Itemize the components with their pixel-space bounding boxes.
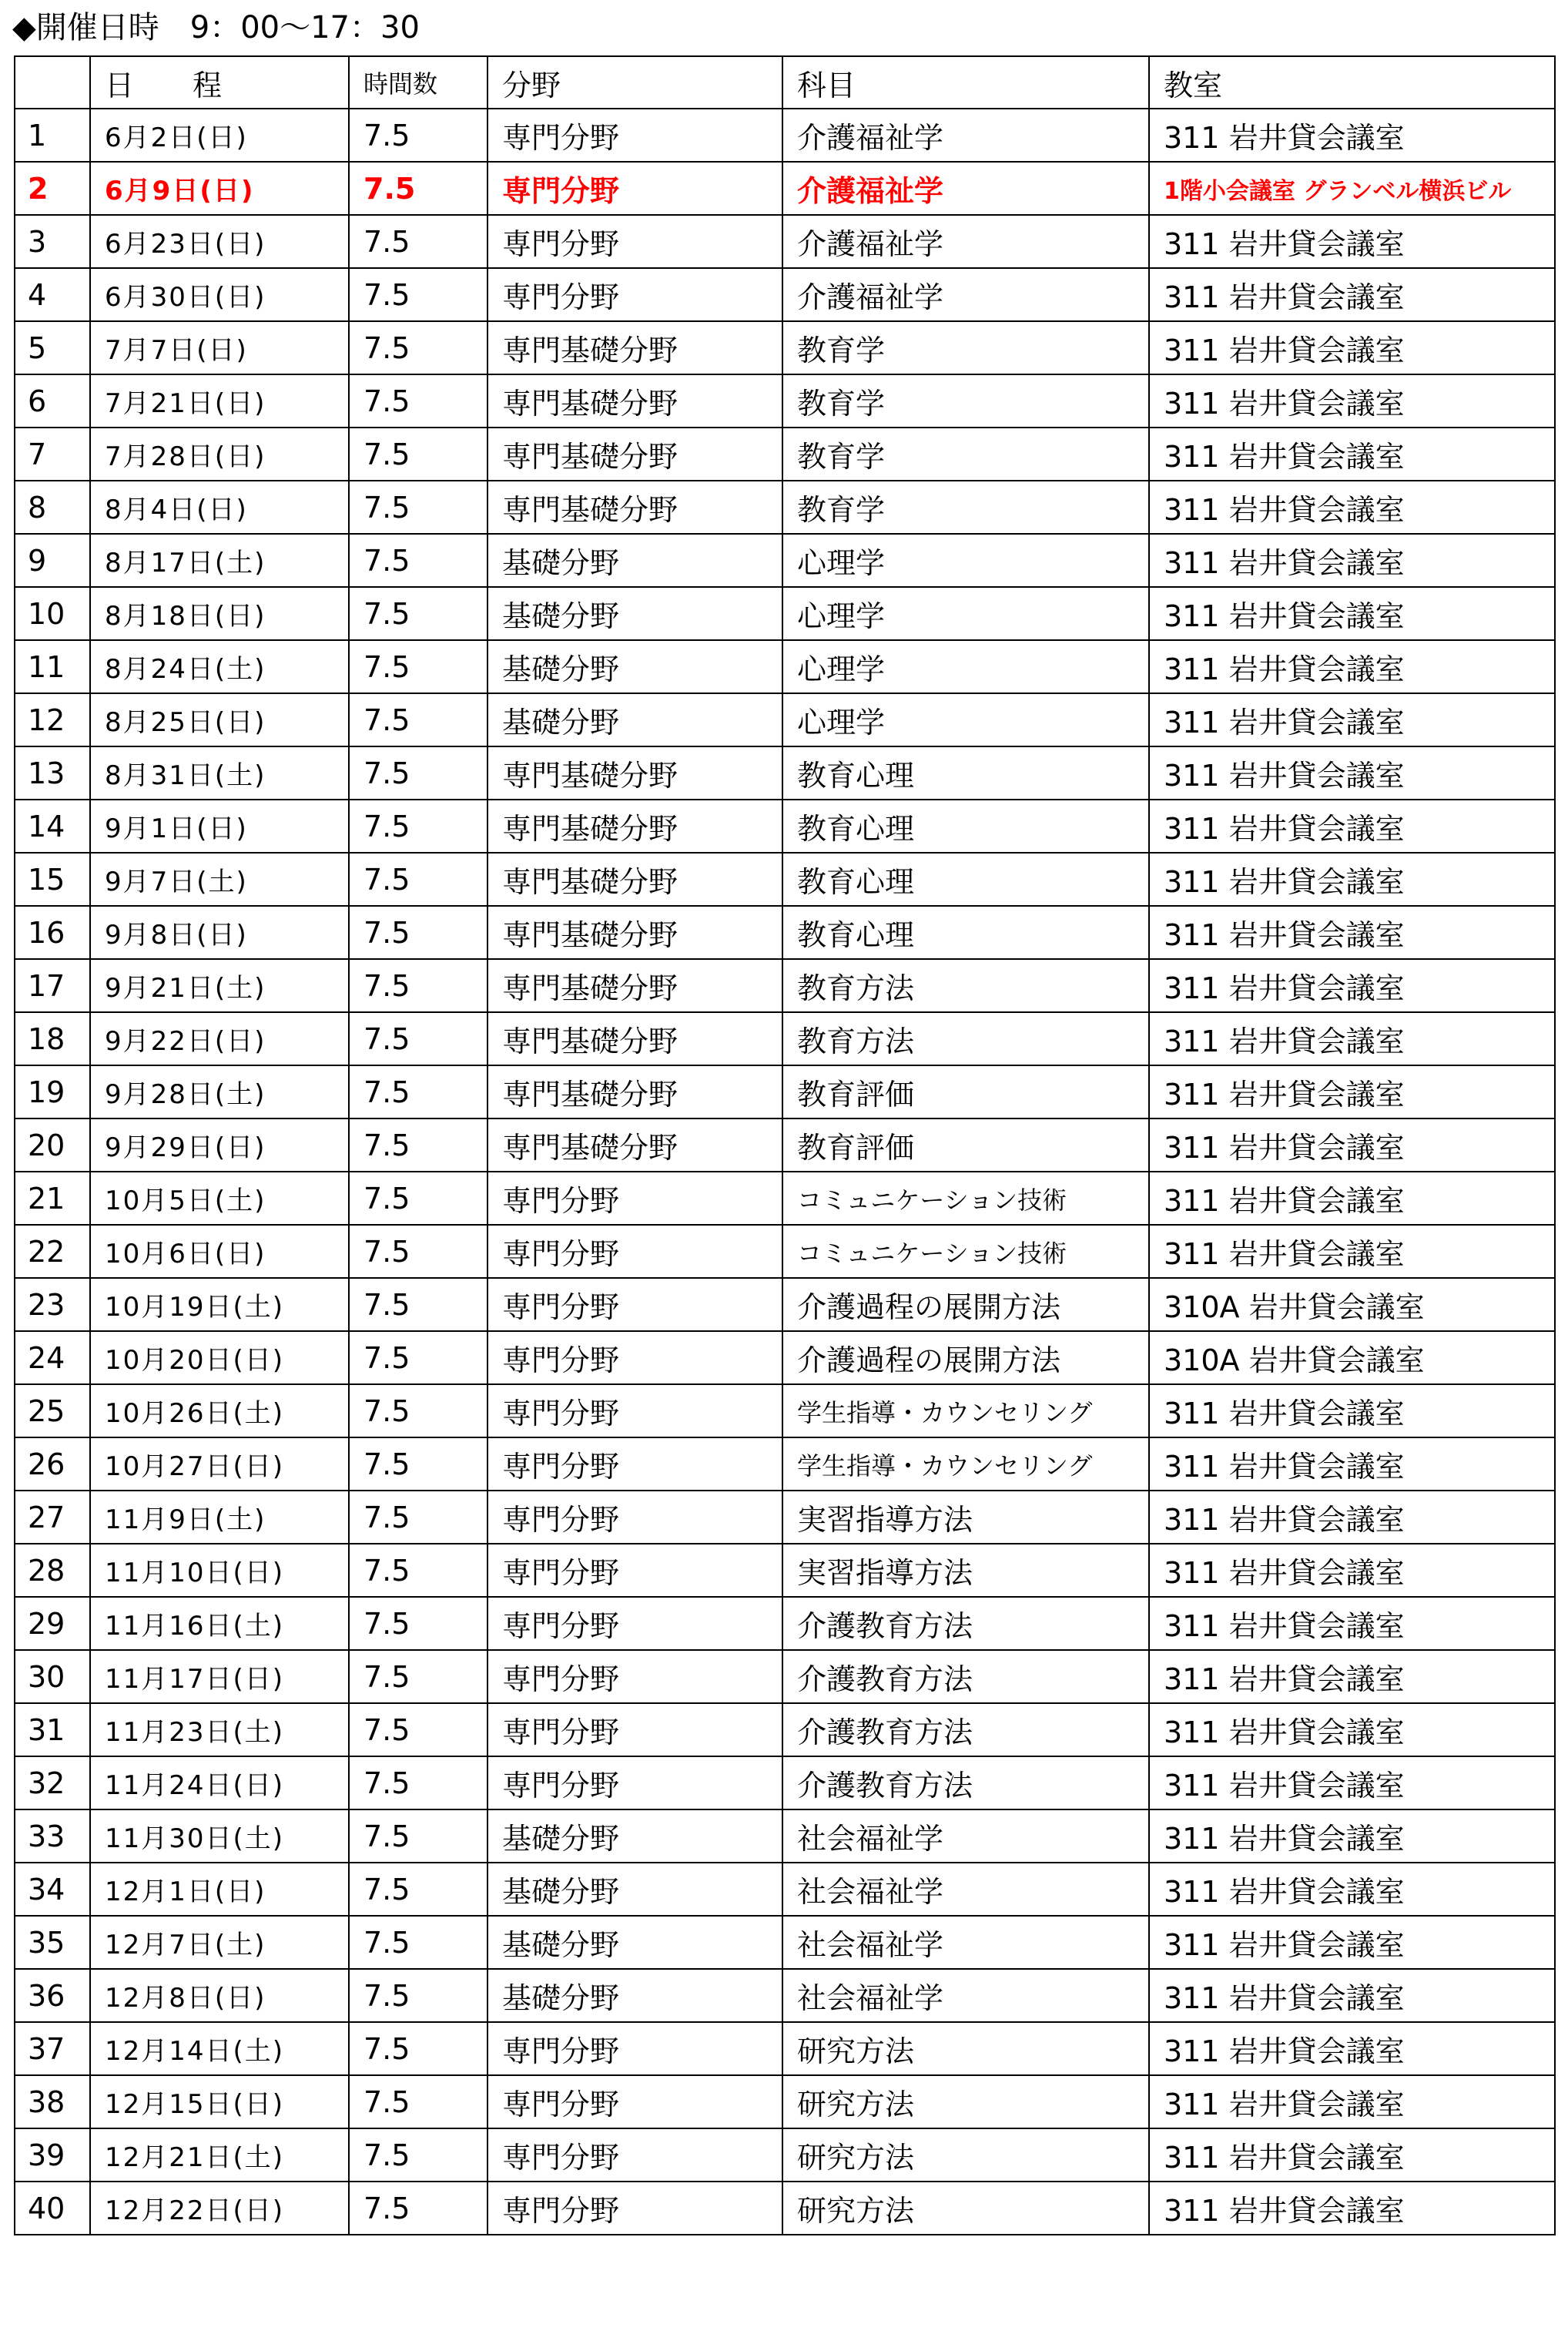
row-date: 8月17日(土) — [90, 534, 349, 587]
table-row — [15, 1916, 1555, 1969]
table-row — [15, 1756, 1555, 1809]
table-row — [15, 1331, 1555, 1384]
row-number: 7 — [15, 428, 90, 481]
row-subject: 介護福祉学 — [782, 162, 1149, 215]
row-field: 基礎分野 — [487, 1809, 782, 1863]
row-room: 311 岩井貸会議室 — [1149, 1012, 1555, 1065]
row-date: 10月27日(日) — [90, 1437, 349, 1491]
table-row — [15, 1118, 1555, 1172]
row-subject: 介護教育方法 — [782, 1703, 1149, 1756]
row-subject: 教育心理 — [782, 746, 1149, 800]
row-date: 12月14日(土) — [90, 2022, 349, 2075]
row-subject: 教育評価 — [782, 1118, 1149, 1172]
row-field: 専門分野 — [487, 215, 782, 268]
header-room: 教室 — [1149, 56, 1555, 109]
row-number: 29 — [15, 1597, 90, 1650]
table-row — [15, 215, 1555, 268]
table-row — [15, 800, 1555, 853]
row-field: 専門分野 — [487, 1172, 782, 1225]
row-number: 24 — [15, 1331, 90, 1384]
table-row — [15, 374, 1555, 428]
row-number: 11 — [15, 640, 90, 693]
row-number: 20 — [15, 1118, 90, 1172]
row-subject: 教育心理 — [782, 800, 1149, 853]
row-hours: 7.5 — [349, 1225, 487, 1278]
row-date: 6月23日(日) — [90, 215, 349, 268]
row-date: 7月21日(日) — [90, 374, 349, 428]
row-hours: 7.5 — [349, 1331, 487, 1384]
table-row — [15, 2182, 1555, 2235]
table-row — [15, 1863, 1555, 1916]
row-room: 310A 岩井貸会議室 — [1149, 1278, 1555, 1331]
row-number: 9 — [15, 534, 90, 587]
row-hours: 7.5 — [349, 800, 487, 853]
table-row — [15, 1437, 1555, 1491]
row-hours: 7.5 — [349, 1969, 487, 2022]
table-row — [15, 746, 1555, 800]
row-number: 17 — [15, 959, 90, 1012]
row-field: 専門分野 — [487, 2022, 782, 2075]
row-hours: 7.5 — [349, 1650, 487, 1703]
row-room: 311 岩井貸会議室 — [1149, 1118, 1555, 1172]
row-subject: 心理学 — [782, 640, 1149, 693]
row-date: 12月21日(土) — [90, 2128, 349, 2182]
row-date: 9月7日(土) — [90, 853, 349, 906]
table-row — [15, 1172, 1555, 1225]
row-field: 専門分野 — [487, 1437, 782, 1491]
row-room: 311 岩井貸会議室 — [1149, 2022, 1555, 2075]
row-room: 311 岩井貸会議室 — [1149, 428, 1555, 481]
table-row — [15, 1491, 1555, 1544]
row-room: 311 岩井貸会議室 — [1149, 959, 1555, 1012]
row-subject: 介護教育方法 — [782, 1756, 1149, 1809]
row-subject: 心理学 — [782, 587, 1149, 640]
table-row — [15, 1703, 1555, 1756]
row-room: 311 岩井貸会議室 — [1149, 534, 1555, 587]
row-hours: 7.5 — [349, 321, 487, 374]
row-room: 311 岩井貸会議室 — [1149, 109, 1555, 162]
table-row — [15, 2075, 1555, 2128]
row-hours: 7.5 — [349, 1597, 487, 1650]
table-row — [15, 1278, 1555, 1331]
row-hours: 7.5 — [349, 109, 487, 162]
row-field: 専門分野 — [487, 1650, 782, 1703]
row-room: 311 岩井貸会議室 — [1149, 1597, 1555, 1650]
row-number: 4 — [15, 268, 90, 321]
row-hours: 7.5 — [349, 1384, 487, 1437]
row-date: 12月1日(日) — [90, 1863, 349, 1916]
table-row — [15, 1544, 1555, 1597]
row-date: 11月23日(土) — [90, 1703, 349, 1756]
row-date: 10月26日(土) — [90, 1384, 349, 1437]
row-room: 311 岩井貸会議室 — [1149, 1491, 1555, 1544]
row-date: 8月18日(日) — [90, 587, 349, 640]
row-field: 専門分野 — [487, 109, 782, 162]
row-date: 11月9日(土) — [90, 1491, 349, 1544]
row-room: 311 岩井貸会議室 — [1149, 1544, 1555, 1597]
row-date: 11月16日(土) — [90, 1597, 349, 1650]
row-subject: 介護教育方法 — [782, 1597, 1149, 1650]
table-row — [15, 587, 1555, 640]
row-field: 専門基礎分野 — [487, 1118, 782, 1172]
row-room: 311 岩井貸会議室 — [1149, 1172, 1555, 1225]
row-hours: 7.5 — [349, 640, 487, 693]
row-date: 8月24日(土) — [90, 640, 349, 693]
row-room: 311 岩井貸会議室 — [1149, 481, 1555, 534]
row-hours: 7.5 — [349, 1437, 487, 1491]
row-field: 専門基礎分野 — [487, 959, 782, 1012]
row-room: 311 岩井貸会議室 — [1149, 800, 1555, 853]
row-date: 12月8日(日) — [90, 1969, 349, 2022]
row-subject: 介護過程の展開方法 — [782, 1331, 1149, 1384]
row-field: 基礎分野 — [487, 1916, 782, 1969]
table-row — [15, 268, 1555, 321]
row-date: 9月1日(日) — [90, 800, 349, 853]
row-hours: 7.5 — [349, 1118, 487, 1172]
table-row — [15, 640, 1555, 693]
row-subject: 教育学 — [782, 374, 1149, 428]
row-date: 8月31日(土) — [90, 746, 349, 800]
row-room: 1階小会議室 グランベル横浜ビル — [1149, 162, 1555, 215]
table-row — [15, 428, 1555, 481]
row-room: 311 岩井貸会議室 — [1149, 1756, 1555, 1809]
row-number: 14 — [15, 800, 90, 853]
row-subject: 学生指導・カウンセリング — [782, 1384, 1149, 1437]
row-subject: 教育評価 — [782, 1065, 1149, 1118]
row-field: 専門分野 — [487, 1384, 782, 1437]
row-number: 5 — [15, 321, 90, 374]
row-date: 11月24日(日) — [90, 1756, 349, 1809]
row-hours: 7.5 — [349, 534, 487, 587]
row-room: 311 岩井貸会議室 — [1149, 906, 1555, 959]
row-date: 11月10日(日) — [90, 1544, 349, 1597]
row-number: 22 — [15, 1225, 90, 1278]
row-date: 10月19日(土) — [90, 1278, 349, 1331]
row-number: 28 — [15, 1544, 90, 1597]
row-room: 311 岩井貸会議室 — [1149, 1650, 1555, 1703]
row-number: 25 — [15, 1384, 90, 1437]
row-room: 311 岩井貸会議室 — [1149, 853, 1555, 906]
row-date: 10月20日(日) — [90, 1331, 349, 1384]
row-room: 311 岩井貸会議室 — [1149, 1065, 1555, 1118]
row-number: 18 — [15, 1012, 90, 1065]
row-subject: 介護過程の展開方法 — [782, 1278, 1149, 1331]
row-hours: 7.5 — [349, 374, 487, 428]
row-number: 37 — [15, 2022, 90, 2075]
row-date: 9月21日(土) — [90, 959, 349, 1012]
row-hours: 7.5 — [349, 428, 487, 481]
row-field: 専門分野 — [487, 1278, 782, 1331]
row-number: 39 — [15, 2128, 90, 2182]
row-hours: 7.5 — [349, 2182, 487, 2235]
schedule-title: ◆開催日時 9：00〜17：30 — [12, 10, 420, 45]
row-room: 311 岩井貸会議室 — [1149, 321, 1555, 374]
row-field: 専門分野 — [487, 1491, 782, 1544]
row-subject: 教育方法 — [782, 1012, 1149, 1065]
row-subject: 介護福祉学 — [782, 215, 1149, 268]
row-hours: 7.5 — [349, 1012, 487, 1065]
row-room: 311 岩井貸会議室 — [1149, 1969, 1555, 2022]
row-number: 33 — [15, 1809, 90, 1863]
table-row — [15, 2022, 1555, 2075]
table-row — [15, 1384, 1555, 1437]
row-number: 34 — [15, 1863, 90, 1916]
row-room: 311 岩井貸会議室 — [1149, 587, 1555, 640]
row-subject: 研究方法 — [782, 2022, 1149, 2075]
row-date: 9月28日(土) — [90, 1065, 349, 1118]
row-room: 311 岩井貸会議室 — [1149, 1809, 1555, 1863]
table-row — [15, 1065, 1555, 1118]
row-room: 311 岩井貸会議室 — [1149, 2075, 1555, 2128]
table-row — [15, 1650, 1555, 1703]
row-hours: 7.5 — [349, 587, 487, 640]
row-date: 9月8日(日) — [90, 906, 349, 959]
row-field: 専門分野 — [487, 2182, 782, 2235]
row-number: 8 — [15, 481, 90, 534]
row-field: 専門分野 — [487, 2128, 782, 2182]
row-number: 23 — [15, 1278, 90, 1331]
row-date: 12月7日(土) — [90, 1916, 349, 1969]
table-row — [15, 321, 1555, 374]
row-hours: 7.5 — [349, 1809, 487, 1863]
row-number: 19 — [15, 1065, 90, 1118]
row-field: 基礎分野 — [487, 587, 782, 640]
row-date: 6月30日(日) — [90, 268, 349, 321]
table-row — [15, 1012, 1555, 1065]
row-date: 10月6日(日) — [90, 1225, 349, 1278]
row-subject: 実習指導方法 — [782, 1491, 1149, 1544]
row-date: 9月22日(日) — [90, 1012, 349, 1065]
row-hours: 7.5 — [349, 746, 487, 800]
row-field: 専門分野 — [487, 1225, 782, 1278]
row-number: 12 — [15, 693, 90, 746]
header-no — [15, 56, 90, 109]
row-hours: 7.5 — [349, 1544, 487, 1597]
row-hours: 7.5 — [349, 1172, 487, 1225]
row-hours: 7.5 — [349, 268, 487, 321]
row-date: 11月17日(日) — [90, 1650, 349, 1703]
row-subject: 実習指導方法 — [782, 1544, 1149, 1597]
table-row — [15, 1597, 1555, 1650]
row-field: 専門分野 — [487, 2075, 782, 2128]
row-date: 6月2日(日) — [90, 109, 349, 162]
row-room: 311 岩井貸会議室 — [1149, 1225, 1555, 1278]
header-date: 日 程 — [90, 56, 349, 109]
row-number: 1 — [15, 109, 90, 162]
row-field: 専門分野 — [487, 1597, 782, 1650]
row-number: 36 — [15, 1969, 90, 2022]
row-hours: 7.5 — [349, 1703, 487, 1756]
row-subject: 研究方法 — [782, 2075, 1149, 2128]
row-hours: 7.5 — [349, 1491, 487, 1544]
row-field: 専門基礎分野 — [487, 428, 782, 481]
row-subject: 教育学 — [782, 321, 1149, 374]
row-subject: 学生指導・カウンセリング — [782, 1437, 1149, 1491]
row-hours: 7.5 — [349, 1065, 487, 1118]
row-number: 16 — [15, 906, 90, 959]
row-field: 専門基礎分野 — [487, 800, 782, 853]
row-subject: 教育心理 — [782, 906, 1149, 959]
row-number: 6 — [15, 374, 90, 428]
table-row — [15, 481, 1555, 534]
row-number: 13 — [15, 746, 90, 800]
row-field: 専門基礎分野 — [487, 906, 782, 959]
row-field: 専門基礎分野 — [487, 481, 782, 534]
row-field: 基礎分野 — [487, 693, 782, 746]
row-room: 311 岩井貸会議室 — [1149, 2128, 1555, 2182]
row-room: 311 岩井貸会議室 — [1149, 746, 1555, 800]
table-row — [15, 853, 1555, 906]
row-number: 40 — [15, 2182, 90, 2235]
row-field: 専門分野 — [487, 1756, 782, 1809]
row-date: 12月22日(日) — [90, 2182, 349, 2235]
row-hours: 7.5 — [349, 853, 487, 906]
table-row — [15, 906, 1555, 959]
row-room: 311 岩井貸会議室 — [1149, 693, 1555, 746]
row-number: 32 — [15, 1756, 90, 1809]
row-subject: コミュニケーション技術 — [782, 1225, 1149, 1278]
row-field: 専門分野 — [487, 268, 782, 321]
header-hours: 時間数 — [349, 56, 487, 109]
row-number: 2 — [15, 162, 90, 215]
row-number: 15 — [15, 853, 90, 906]
row-field: 専門基礎分野 — [487, 374, 782, 428]
row-subject: 教育心理 — [782, 853, 1149, 906]
row-date: 6月9日(日) — [90, 162, 349, 215]
row-field: 専門基礎分野 — [487, 1065, 782, 1118]
row-room: 311 岩井貸会議室 — [1149, 215, 1555, 268]
row-hours: 7.5 — [349, 2128, 487, 2182]
row-subject: 研究方法 — [782, 2182, 1149, 2235]
row-room: 311 岩井貸会議室 — [1149, 640, 1555, 693]
row-hours: 7.5 — [349, 906, 487, 959]
row-subject: 社会福祉学 — [782, 1809, 1149, 1863]
row-number: 30 — [15, 1650, 90, 1703]
row-number: 3 — [15, 215, 90, 268]
row-field: 専門分野 — [487, 1544, 782, 1597]
row-hours: 7.5 — [349, 2075, 487, 2128]
row-date: 12月15日(日) — [90, 2075, 349, 2128]
row-number: 38 — [15, 2075, 90, 2128]
row-field: 基礎分野 — [487, 534, 782, 587]
row-subject: 社会福祉学 — [782, 1863, 1149, 1916]
row-subject: 介護福祉学 — [782, 268, 1149, 321]
table-row — [15, 1969, 1555, 2022]
row-subject: 介護教育方法 — [782, 1650, 1149, 1703]
row-room: 311 岩井貸会議室 — [1149, 1437, 1555, 1491]
row-subject: 心理学 — [782, 534, 1149, 587]
row-field: 専門基礎分野 — [487, 746, 782, 800]
table-row — [15, 693, 1555, 746]
row-field: 専門分野 — [487, 1703, 782, 1756]
row-number: 27 — [15, 1491, 90, 1544]
row-subject: 教育学 — [782, 481, 1149, 534]
row-subject: 社会福祉学 — [782, 1916, 1149, 1969]
row-hours: 7.5 — [349, 162, 487, 215]
row-hours: 7.5 — [349, 1916, 487, 1969]
row-subject: 介護福祉学 — [782, 109, 1149, 162]
row-subject: コミュニケーション技術 — [782, 1172, 1149, 1225]
row-room: 311 岩井貸会議室 — [1149, 1384, 1555, 1437]
row-hours: 7.5 — [349, 693, 487, 746]
row-hours: 7.5 — [349, 1863, 487, 1916]
row-field: 専門基礎分野 — [487, 853, 782, 906]
row-field: 専門分野 — [487, 162, 782, 215]
row-room: 311 岩井貸会議室 — [1149, 1916, 1555, 1969]
row-field: 基礎分野 — [487, 640, 782, 693]
row-room: 311 岩井貸会議室 — [1149, 1703, 1555, 1756]
row-field: 専門分野 — [487, 1331, 782, 1384]
row-number: 26 — [15, 1437, 90, 1491]
row-date: 8月4日(日) — [90, 481, 349, 534]
row-hours: 7.5 — [349, 1278, 487, 1331]
row-room: 311 岩井貸会議室 — [1149, 374, 1555, 428]
row-room: 311 岩井貸会議室 — [1149, 2182, 1555, 2235]
row-date: 11月30日(土) — [90, 1809, 349, 1863]
row-number: 21 — [15, 1172, 90, 1225]
row-field: 専門基礎分野 — [487, 1012, 782, 1065]
header-field: 分野 — [487, 56, 782, 109]
row-hours: 7.5 — [349, 1756, 487, 1809]
row-subject: 教育学 — [782, 428, 1149, 481]
table-row — [15, 2128, 1555, 2182]
schedule-body — [15, 109, 1555, 2235]
row-hours: 7.5 — [349, 959, 487, 1012]
schedule-table — [14, 55, 1556, 2235]
row-field: 基礎分野 — [487, 1969, 782, 2022]
row-subject: 心理学 — [782, 693, 1149, 746]
row-subject: 社会福祉学 — [782, 1969, 1149, 2022]
header-subject: 科目 — [782, 56, 1149, 109]
row-room: 311 岩井貸会議室 — [1149, 1863, 1555, 1916]
table-row — [15, 162, 1555, 215]
table-row — [15, 1809, 1555, 1863]
row-hours: 7.5 — [349, 215, 487, 268]
row-subject: 研究方法 — [782, 2128, 1149, 2182]
header-row — [15, 56, 1555, 109]
table-row — [15, 1225, 1555, 1278]
row-date: 10月5日(土) — [90, 1172, 349, 1225]
table-row — [15, 959, 1555, 1012]
table-row — [15, 534, 1555, 587]
row-date: 9月29日(日) — [90, 1118, 349, 1172]
row-hours: 7.5 — [349, 481, 487, 534]
row-room: 311 岩井貸会議室 — [1149, 268, 1555, 321]
row-subject: 教育方法 — [782, 959, 1149, 1012]
row-number: 35 — [15, 1916, 90, 1969]
row-field: 基礎分野 — [487, 1863, 782, 1916]
row-number: 31 — [15, 1703, 90, 1756]
row-date: 8月25日(日) — [90, 693, 349, 746]
row-number: 10 — [15, 587, 90, 640]
row-field: 専門基礎分野 — [487, 321, 782, 374]
row-date: 7月28日(日) — [90, 428, 349, 481]
row-date: 7月7日(日) — [90, 321, 349, 374]
row-room: 310A 岩井貸会議室 — [1149, 1331, 1555, 1384]
table-row — [15, 109, 1555, 162]
row-hours: 7.5 — [349, 2022, 487, 2075]
